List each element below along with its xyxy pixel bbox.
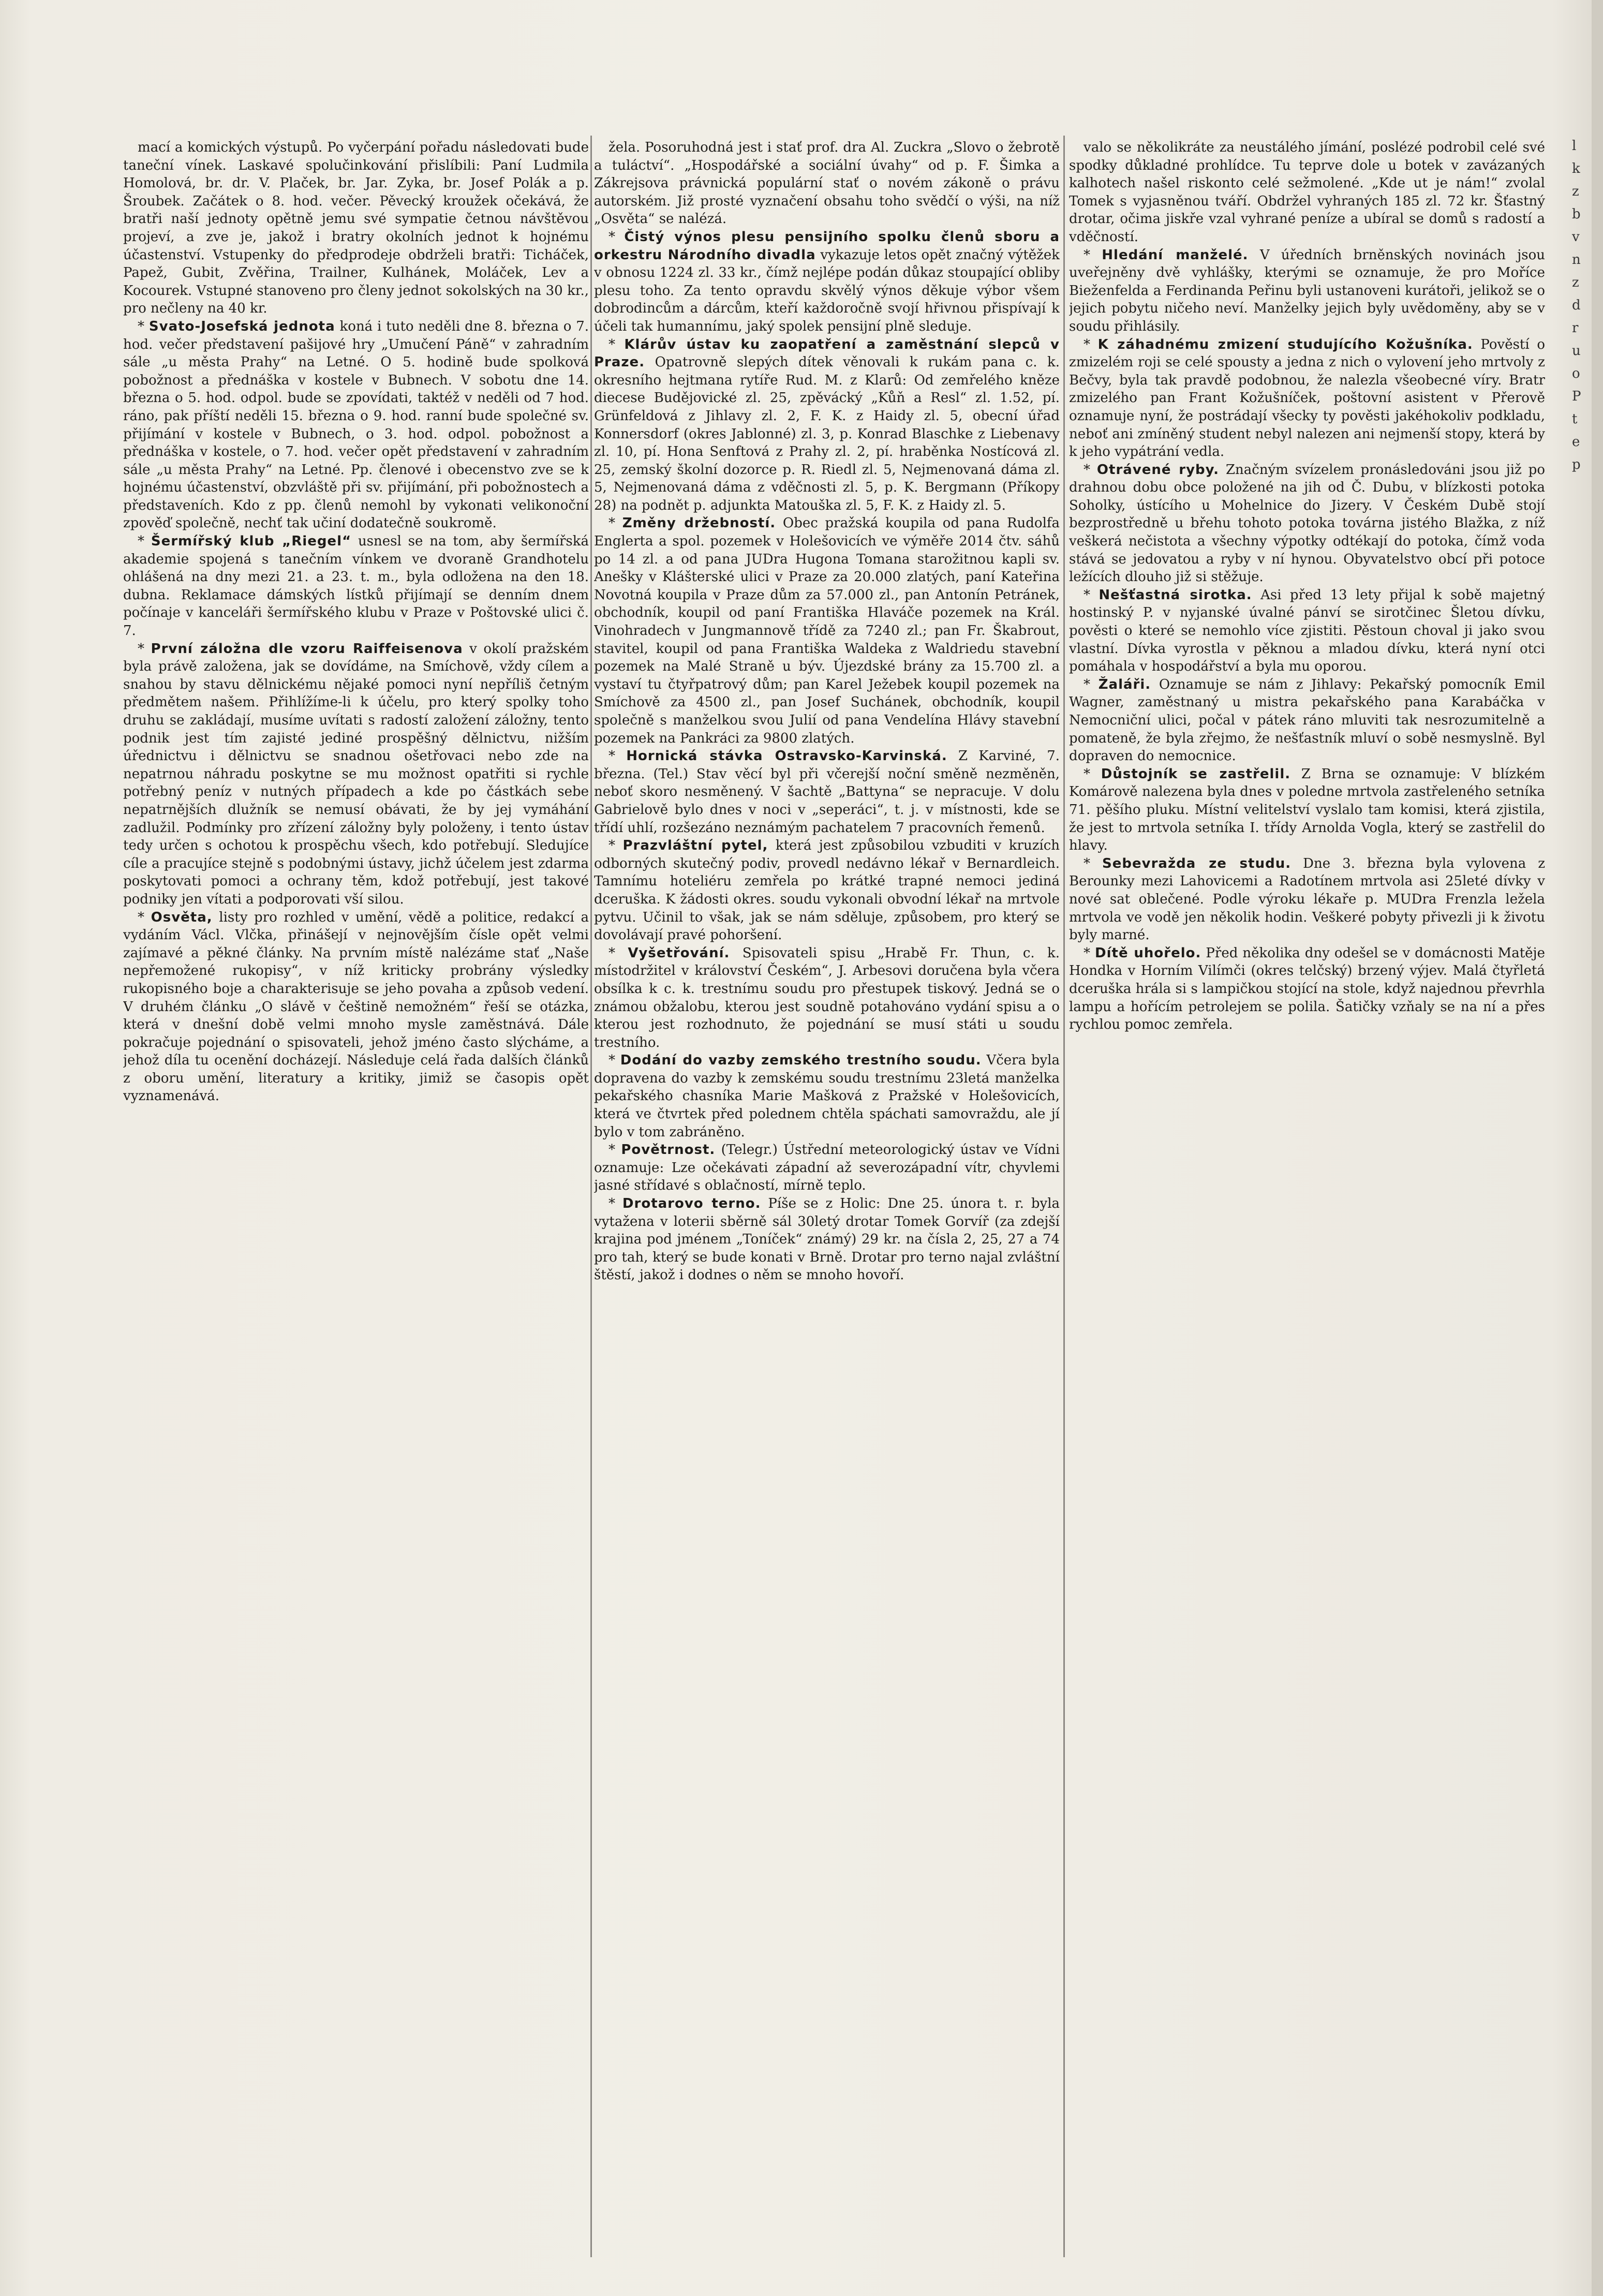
article-paragraph: * Šermířský klub „Riegel“ usnesl se na tom, aby šermířská akademie spojená s tanečním vínkem ve dvoraně Grandhotelu ohlášená na dny mezi 21. a 23. t. m., byla odložena na den 18. dubna. Reklamace dámských lístků přijímají se denním dnem počínaje v kanceláři šermířského klubu v Praze v Poštovské ulici č. 7.	[123, 534, 589, 639]
article-heading: Důstojník se zastřelil.	[1101, 766, 1291, 782]
margin-letter: P	[1572, 389, 1581, 404]
margin-cut-letters	[1572, 135, 1587, 476]
article-heading: Nešťastná sirotka.	[1099, 587, 1252, 603]
article-heading: Svato-Josefská jednota	[149, 318, 335, 334]
article-text: Asi před 13 lety přijal k sobě majetný hostinský P. v nyjanské úvalné pánví se sirotčinec Šletou dívku, pověsti o které se nemohlo více zjistiti. Pěstoun choval ji jako svou vlastní. Dívka vyrostla v pěknou a mladou dívku, která nyní otci pomáhala v hospodářství a byla mu oporou.	[1069, 587, 1545, 675]
article-heading: Drotarovo terno.	[622, 1196, 761, 1212]
article-text: Spisovateli spisu „Hrabě Fr. Thun, c. k. místodržitel v království Českém“, J. Arbesovi doručena byla včera obsílka k c. k. trestnímu soudu pro přestupek tiskový. Jedná se o známou obžalobu, kterou jest soudně potahováno vydání spisu a o kterou jest rozhodnuto, že pojednání se musí státi u soudu trestního.	[594, 945, 1060, 1050]
article-text: Značným svízelem pronásledováni jsou již po drahnou dobu obce položené na jih od Č. Dubu, v blízkosti potoka Soholky, ústícího u Mohelnice do Jizery. V Českém Dubě stojí bezprostředně u břehu tohoto potoka továrna jistého Blažka, z níž veškerá nečistota a všechny výpotky odtékají do potoka, čímž voda stává se jedovatou a ryby v ní hynou. Obyvatelstvo obcí při potoce ležících dlouho již si stěžuje.	[1069, 462, 1545, 585]
article-text: mací a komických výstupů. Po vyčerpání pořadu následovati bude taneční vínek. Laskavé spolučinkování přislíbili: Paní Ludmila Homolová, br. dr. V. Plaček, br. Jar. Zyka, br. Josef Polák a p. Šroubek. Začátek o 8. hod. večer. Pěvecký kroužek očekává, že bratři naší jednoty opětně jemu své sympatie četnou návštěvou projeví, a zve je, jakož i bratry okolních jednot k hojnému účastenství. Vstupenky do předprodeje obdrželi bratři: Ticháček, Papež, Gubit, Zvěřina, Trailner, Kulhánek, Moláček, Lev a Kocourek. Vstupné stanoveno pro členy jednot sokolských na 30 kr., pro nečleny na 40 kr.	[123, 140, 589, 317]
article-paragraph: * Čistý výnos plesu pensijního spolku členů sboru a orkestru Národního divadla vykazuje letos opět značný výtěžek v obnosu 1224 zl. 33 kr., čímž nejlépe podán důkaz stoupající obliby plesu toho. Za tento opravdu skvělý výnos děkuje výbor všem dobrodincům a dárcům, kteří každoročně svojí hřivnou přispívají k účeli tak humannímu, jaký spolek pensijní plně sleduje.	[594, 229, 1060, 334]
article-paragraph: * Prazvláštní pytel, která jest způsobilou vzbuditi v kruzích odborných skutečný podiv, provedl nedávno lékař v Bernardleich. Tamnímu hoteliéru zemřela po krátké trapné nemoci jediná dceruška. K žádosti okres. soudu vykonali obvodní lékař na mrtvole pytvu. Učinil to však, jak se nám sděluje, způsobem, pro který se dovolávají pravé pohoršení.	[594, 838, 1060, 943]
article-heading: Hornická stávka Ostravsko-Karvinská.	[626, 748, 947, 764]
article-paragraph: * Dodání do vazby zemského trestního soudu. Včera byla dopravena do vazby k zemskému soudu trestnímu 23letá manželka pekařského chasníka Marie Mašková z Pražské v Holešovicích, která ve čtvrtek před polednem chtěla spáchati samovraždu, ale jí bylo v tom zabráněno.	[594, 1053, 1060, 1140]
article-heading: Čistý výnos plesu pensijního spolku členů sboru a orkestru Národního divadla	[594, 229, 1060, 263]
article-heading: Prazvláštní pytel,	[622, 838, 768, 854]
article-heading: Otrávené ryby.	[1096, 462, 1220, 478]
article-heading: Dodání do vazby zemského trestního soudu.	[620, 1053, 982, 1069]
article-paragraph: * První záložna dle vzoru Raiffeisenova v okolí pražském byla právě založena, jak se dovídáme, na Smíchově, vždy cílem a snahou by stavu dělnickému nějaké pomoci nyní nepříliš četným předmětem našem. Přihlížíme-li k účelu, pro který spolky toho druhu se zakládají, musíme uvítati s radostí založení záložny, tento podnik jest tím zajisté jediné prospěšný dělnictvu, nižším úřednictvu i dělnictvu se snadnou ošetřovaci nebo zde na nepatrnou náhradu poskytne se mu možnost opatřiti si rychle potřebný peníz v nutných případech a kde po částkách sebe nepatrnějších dlužník se nemusí obávati, že by jej vymáhání zadlužil. Podmínky pro zřízení záložny byly položeny, i tento ústav tedy určen s ochotou k prospěchu všech, kdo potřebují. Sledujíce cíle a pracujíce stejně s podobnými ústavy, jichž účelem jest zdarma poskytovati pomoci a ochrany těm, kdož potřebují, jest takové podniky jen vítati a podporovati vší silou.	[123, 641, 589, 907]
article-text: Z Karviné, 7. března. (Tel.) Stav věcí byl při včerejší noční směně nezměněn, neboť skoro nesměnený. V šachtě „Battyna“ se nepracuje. V dolu Gabrielově bylo dnes v noci v „seperáci“, t. j. v místnosti, kde se třídí uhlí, rozšezáno neznámým pachatelem 7 pracovních řemenů.	[594, 748, 1060, 836]
article-text: Z Brna se oznamuje: V blízkém Komárově nalezena byla dnes v poledne mrtvola zastřeleného setníka 71. pěšího pluku. Místní velitelství vyslalo tam komisi, která zjistila, že jest to mrtvola setníka I. třídy Arnolda Vogla, který se zastřelil do hlavy.	[1069, 766, 1545, 854]
article-paragraph: * Nešťastná sirotka. Asi před 13 lety přijal k sobě majetný hostinský P. v nyjanské úvalné pánví se sirotčinec Šletou dívku, pověsti o které se nemohlo více zjistiti. Pěstoun choval ji jako svou vlastní. Dívka vyrostla v pěknou a mladou dívku, která nyní otci pomáhala v hospodářství a byla mu oporou.	[1069, 587, 1545, 675]
article-text: žela. Posoruhodná jest i stať prof. dra Al. Zuckra „Slovo o žebrotě a tuláctví“. „Hospodářské a sociální úvahy“ od p. F. Šimka a Zákrejsova právnická populární stať o novém zákoně o právu autorském. Již prosté vyznačení obsahu toho svědčí o výši, na níž „Osvěta“ se nalézá.	[594, 140, 1060, 227]
article-paragraph: * Drotarovo terno. Píše se z Holic: Dne 25. února t. r. byla vytažena v loterii sběrně sál 30letý drotar Tomek Gorvíř (za zdejší krajina pod jménem „Toníček“ známý) 29 kr. na čísla 2, 25, 27 a 74 pro tah, který se bude konati v Brně. Drotar pro terno najal zvláštní štěstí, jakož i dodnes o něm se mnoho hovoří.	[594, 1196, 1060, 1283]
article-heading: Změny držebností.	[622, 515, 776, 531]
margin-letter: e	[1572, 434, 1580, 450]
article-heading: Osvěta,	[151, 909, 213, 925]
article-paragraph: * Otrávené ryby. Značným svízelem pronásledováni jsou již po drahnou dobu obce položené na jih od Č. Dubu, v blízkosti potoka Soholky, ústícího u Mohelnice do Jizery. V Českém Dubě stojí bezprostředně u břehu tohoto potoka továrna jistého Blažka, z níž veškerá nečistota a všechny výpotky odtékají do potoka, čímž voda stává se jedovatou a ryby v ní hynou. Obyvatelstvo obcí při potoce ležících dlouho již si stěžuje.	[1069, 462, 1545, 585]
article-paragraph: * Povětrnost. (Telegr.) Ústřední meteorologický ústav ve Vídni oznamuje: Lze očekávati západní až severozápadní vítr, chyvlemi jasné střídavé s oblačností, mírně teplo.	[594, 1142, 1060, 1194]
article-text: Včera byla dopravena do vazby k zemskému soudu trestnímu 23letá manželka pekařského chasníka Marie Mašková z Pražské v Holešovicích, která ve čtvrtek před polednem chtěla spáchati samovraždu, ale jí bylo v tom zabráněno.	[594, 1053, 1060, 1140]
article-paragraph	[1069, 139, 1545, 246]
article-heading: Žaláři.	[1098, 676, 1151, 692]
margin-letter: r	[1572, 320, 1579, 336]
article-paragraph: * Změny držebností. Obec pražská koupila od pana Rudolfa Englerta a spol. pozemek v Holešovicích ve výměře 2014 čtv. sáhů po 14 zl. a od pana JUDra Hugona Tomana starožitnou kapli sv. Anešky v Klášterské ulici v Praze za 20.000 zlatých, paní Kateřina Novotná koupila v Praze dům za 57.000 zl., pan Antonín Petránek, obchodník, koupil od paní Františka Hlaváče pozemek na Král. Vinohradech v Jungmannově třídě za 7240 zl.; pan Fr. Škabrout, stavitel, koupil od pana Františka Waldeka z Waldriedu stavební pozemek na Malé Straně u býv. Újezdské brány za 15.700 zl. a vystaví tu čtyřpatrový dům; pan Karel Ježebek koupil pozemek na Smíchově za 4500 zl., pan Josef Suchánek, obchodník, koupil společně s manželkou svou Julií od pana Vendelína Hlávy stavební pozemek na Pankráci za 9800 zlatých.	[594, 515, 1060, 746]
margin-letter: d	[1572, 298, 1581, 313]
article-paragraph	[594, 139, 1060, 228]
text-column-1	[123, 139, 589, 2276]
column-rule	[590, 136, 592, 2257]
margin-letter: p	[1572, 457, 1581, 472]
margin-letter: z	[1572, 275, 1579, 290]
article-text: která jest způsobilou vzbuditi v kruzích odborných skutečný podiv, provedl nedávno lékař v Bernardleich. Tamnímu hoteliéru zemřela po krátké trapné nemoci jediná dceruška. K žádosti okres. soudu vykonali obvodní lékař na mrtvole pytvu. Učinil to však, jak se nám sděluje, způsobem, pro který se dovolávají pravé pohoršení.	[594, 838, 1060, 943]
article-paragraph: * Klárův ústav ku zaopatření a zaměstnání slepců v Praze. Opatrovně slepých dítek věnovali k rukám pana c. k. okresního hejtmana rytíře Rud. M. z Klarů: Od zemřelého kněze diecese Budějovické zl. 25, zpěvácký „Kůň a Resl“ zl. 1.52, pí. Grünfeldová z Jihlavy zl. 2, F. K. z Haidy zl. 5, obecní úřad Konnersdorf (okres Jablonné) zl. 3, p. Konrad Blaschke z Liebenavy zl. 10, pí. Hona Senftová z Prahy zl. 2, pí. hraběnka Nostícová zl. 25, zemský školní dozorce p. R. Riedl zl. 5, Nejmenovaná dáma zl. 5, Nejmenovaná dáma z vděčnosti zl. 5, p. K. Bergmann (Příkopy 28) na podnět p. adjunkta Matouška zl. 5, F. K. z Haidy zl. 5.	[594, 336, 1060, 513]
margin-letter: k	[1572, 161, 1580, 176]
article-heading: Sebevražda ze studu.	[1102, 855, 1292, 871]
article-text: Oznamuje se nám z Jihlavy: Pekařský pomocník Emil Wagner, zaměstnaný u mistra pekařského pana Karabáčka v Nemocniční ulici, počal v pátek ráno mluviti tak nesrozumitelně a pomateně, že byla zřejmo, že nešťastník mluví o sobě nesmyslně. Byl dopraven do nemocnice.	[1069, 676, 1545, 764]
article-text: (Telegr.) Ústřední meteorologický ústav ve Vídni oznamuje: Lze očekávati západní až severozápadní vítr, chyvlemi jasné střídavé s oblačností, mírně teplo.	[594, 1142, 1060, 1194]
article-text: Píše se z Holic: Dne 25. února t. r. byla vytažena v loterii sběrně sál 30letý drotar Tomek Gorvíř (za zdejší krajina pod jménem „Toníček“ známý) 29 kr. na čísla 2, 25, 27 a 74 pro tah, který se bude konati v Brně. Drotar pro terno najal zvláštní štěstí, jakož i dodnes o něm se mnoho hovoří.	[594, 1196, 1060, 1283]
article-paragraph: * Svato-Josefská jednota koná i tuto neděli dne 8. března o 7. hod. večer představení pašijové hry „Umučení Páně“ v zahradním sále „u města Prahy“ na Letné. O 5. hodině bude spolková pobožnost a přednáška v kostele v Bubnech. V sobotu dne 14. března o 5. hod. odpol. bude se zpovídati, taktéž v neděli od 7 hod. ráno, pak příští neděli 15. března o 9. hod. ranní bude společné sv. přijímání v kostele v Bubnech, o 3. hod. odpol. pobožnost a přednáška v kostele, o 7. hod. večer opět představení v zahradním sále „u města Prahy“ na Letné. Pp. členové i obecenstvo zve se k hojnému účastenství, obzvláště při sv. přijímání, při pobožnostech a představeních. Kdo z pp. členů nemohl by vykonati velikonoční zpověď společně, nechť tak učiní dodatečně soukromě.	[123, 318, 589, 531]
article-text: listy pro rozhled v umění, vědě a politice, redakcí a vydáním Václ. Vlčka, přinášejí v nejnovějším čísle opět velmi zajímavé a pěkné články. Na prvním místě nalézáme stať „Naše nepřemožené rukopisy“, v níž kriticky probrány výsledky rukopisného boje a charakterisuje se jeho povaha a způsob vedení. V druhém článku „O slávě v češtině nemožném“ řeší se otázka, která v dnešní době velmi mnoho mysle zaměstnává. Dále pokračuje pojednání o spisovateli, jehož jméno často slýcháme, a jehož díla tu ocenění docházejí. Následuje celá řada dalších článků z oboru umění, literatury a kritiky, jimiž se časopis opět vyznamenává.	[123, 909, 589, 1104]
article-heading: Hledání manželé.	[1102, 247, 1249, 263]
article-text: Opatrovně slepých dítek věnovali k rukám pana c. k. okresního hejtmana rytíře Rud. M. z Klarů: Od zemřelého kněze diecese Budějovické zl. 25, zpěvácký „Kůň a Resl“ zl. 1.52, pí. Grünfeldová z Jihlavy zl. 2, F. K. z Haidy zl. 5, obecní úřad Konnersdorf (okres Jablonné) zl. 3, p. Konrad Blaschke z Liebenavy zl. 10, pí. Hona Senftová z Prahy zl. 2, pí. hraběnka Nostícová zl. 25, zemský školní dozorce p. R. Riedl zl. 5, Nejmenovaná dáma zl. 5, Nejmenovaná dáma z vděčnosti zl. 5, p. K. Bergmann (Příkopy 28) na podnět p. adjunkta Matouška zl. 5, F. K. z Haidy zl. 5.	[594, 354, 1060, 513]
margin-letter: t	[1572, 411, 1578, 427]
article-paragraph: * Důstojník se zastřelil. Z Brna se oznamuje: V blízkém Komárově nalezena byla dnes v poledne mrtvola zastřeleného setníka 71. pěšího pluku. Místní velitelství vyslalo tam komisi, která zjistila, že jest to mrtvola setníka I. třídy Arnolda Vogla, který se zastřelil do hlavy.	[1069, 766, 1545, 854]
article-text: valo se několikráte za neustálého jímání, poslézé podrobil celé své spodky důkladné prohlídce. Tu teprve dole u botek v zavázaných kalhotech našel riskonto celé sežmolené. „Kde ut je nám!“ zvolal Tomek s vyjasněnou tváří. Obdržel vyhraných 185 zl. 72 kr. Šťastný drotar, očima jiskře vzal vyhrané peníze a ubíral se domů s radostí a vděčností.	[1069, 140, 1545, 245]
article-paragraph: * Vyšetřování. Spisovateli spisu „Hrabě Fr. Thun, c. k. místodržitel v království Českém“, J. Arbesovi doručena byla včera obsílka k c. k. trestnímu soudu pro přestupek tiskový. Jedná se o známou obžalobu, kterou jest soudně potahováno vydání spisu a o kterou jest rozhodnuto, že pojednání se musí státi u soudu trestního.	[594, 945, 1060, 1050]
margin-letter: n	[1572, 252, 1581, 268]
margin-letter: u	[1572, 343, 1581, 359]
article-text: Pověstí o zmizelém roji se celé spousty a jedna z nich o vylovení jeho mrtvoly z Bečvy, byla tak pravdě podobnou, že nalezla všeobecné víry. Bratr zmizelého pan Frant Kožušníček, poštovní asistent v Přerově oznamuje nyní, že postrádají všecky ty pověsti jakéhokoliv podkladu, neboť ani zmíněný student nebyl nalezen ani nejmenší stopy, která by k jeho vypátrání vedla.	[1069, 336, 1545, 460]
article-heading: K záhadnému zmizení studujícího Kožušníka.	[1097, 336, 1473, 352]
article-paragraph: * Osvěta, listy pro rozhled v umění, vědě a politice, redakcí a vydáním Václ. Vlčka, přinášejí v nejnovějším čísle opět velmi zajímavé a pěkné články. Na prvním místě nalézáme stať „Naše nepřemožené rukopisy“, v níž kriticky probrány výsledky rukopisného boje a charakterisuje se jeho povaha a způsob vedení. V druhém článku „O slávě v češtině nemožném“ řeší se otázka, která v dnešní době velmi mnoho mysle zaměstnává. Dále pokračuje pojednání o spisovateli, jehož jméno často slýcháme, a jehož díla tu ocenění docházejí. Následuje celá řada dalších článků z oboru umění, literatury a kritiky, jimiž se časopis opět vyznamenává.	[123, 909, 589, 1104]
article-heading: Klárův ústav ku zaopatření a zaměstnání slepců v Praze.	[594, 336, 1060, 371]
article-heading: Vyšetřování.	[628, 945, 730, 961]
article-paragraph: * Hledání manželé. V úředních brněnských novinách jsou uveřejněny dvě vyhlášky, kterými se oznamuje, že pro Moříce Bieženfelda a Ferdinanda Peřinu byli ustanoveni kurátoři, jelikož se o jejich pobytu ničeho neví. Manželky jejich byly uvědoměny, aby se v soudu přihlásily.	[1069, 247, 1545, 334]
column-rule	[1063, 136, 1065, 2257]
article-text: koná i tuto neděli dne 8. března o 7. hod. večer představení pašijové hry „Umučení Páně“ v zahradním sále „u města Prahy“ na Letné. O 5. hodině bude spolková pobožnost a přednáška v kostele v Bubnech. V sobotu dne 14. března o 5. hod. odpol. bude se zpovídati, taktéž v neděli od 7 hod. ráno, pak příští neděli 15. března o 9. hod. ranní bude společné sv. přijímání v kostele v Bubnech, o 3. hod. odpol. pobožnost a přednáška v kostele, o 7. hod. večer opět představení v zahradním sále „u města Prahy“ na Letné. Pp. členové i obecenstvo zve se k hojnému účastenství, obzvláště při sv. přijímání, při pobožnostech a představeních. Kdo z pp. členů nemohl by vykonati velikonoční zpověď společně, nechť tak učiní dodatečně soukromě.	[123, 318, 589, 531]
article-paragraph: * Sebevražda ze studu. Dne 3. března byla vylovena z Berounky mezi Lahovicemi a Radotínem mrtvola asi 25leté dívky v nové sat oblečené. Podle výroku lékaře p. MUDra Frenzla ležela mrtvola ve vodě jen několik hodin. Veškeré pobyty přivezli ji k životu byly marné.	[1069, 855, 1545, 943]
article-text: usnesl se na tom, aby šermířská akademie spojená s tanečním vínkem ve dvoraně Grandhotelu ohlášená na dny mezi 21. a 23. t. m., byla odložena na den 18. dubna. Reklamace dámských lístků přijímají se denním dnem počínaje v kanceláři šermířského klubu v Praze v Poštovské ulici č. 7.	[123, 534, 589, 639]
margin-letter: z	[1572, 184, 1579, 199]
text-column-3	[1069, 139, 1545, 2276]
margin-letter: b	[1572, 206, 1581, 222]
article-text: vykazuje letos opět značný výtěžek v obnosu 1224 zl. 33 kr., čímž nejlépe podán důkaz stoupající obliby plesu toho. Za tento opravdu skvělý výnos děkuje výbor všem dobrodincům a dárcům, kteří každoročně svojí hřivnou přispívají k účeli tak humannímu, jaký spolek pensijní plně sleduje.	[594, 247, 1060, 334]
binding-edge	[1592, 0, 1603, 2296]
article-paragraph: * K záhadnému zmizení studujícího Kožušníka. Pověstí o zmizelém roji se celé spousty a jedna z nich o vylovení jeho mrtvoly z Bečvy, byla tak pravdě podobnou, že nalezla všeobecné víry. Bratr zmizelého pan Frant Kožušníček, poštovní asistent v Přerově oznamuje nyní, že postrádají všecky ty pověsti jakéhokoliv podkladu, neboť ani zmíněný student nebyl nalezen ani nejmenší stopy, která by k jeho vypátrání vedla.	[1069, 336, 1545, 460]
article-text: V úředních brněnských novinách jsou uveřejněny dvě vyhlášky, kterými se oznamuje, že pro Moříce Bieženfelda a Ferdinanda Peřinu byli ustanoveni kurátoři, jelikož se o jejich pobytu ničeho neví. Manželky jejich byly uvědoměny, aby se v soudu přihlásily.	[1069, 247, 1545, 334]
margin-letter: l	[1572, 138, 1577, 154]
article-paragraph	[123, 139, 589, 318]
article-heading: První záložna dle vzoru Raiffeisenova	[151, 641, 463, 657]
article-text: Obec pražská koupila od pana Rudolfa Englerta a spol. pozemek v Holešovicích ve výměře 2014 čtv. sáhů po 14 zl. a od pana JUDra Hugona Tomana starožitnou kapli sv. Anešky v Klášterské ulici v Praze za 20.000 zlatých, paní Kateřina Novotná koupila v Praze dům za 57.000 zl., pan Antonín Petránek, obchodník, koupil od paní Františka Hlaváče pozemek na Král. Vinohradech v Jungmannově třídě za 7240 zl.; pan Fr. Škabrout, stavitel, koupil od pana Františka Waldeka z Waldriedu stavební pozemek na Malé Straně u býv. Újezdské brány za 15.700 zl. a vystaví tu čtyřpatrový dům; pan Karel Ježebek koupil pozemek na Smíchově za 4500 zl., pan Josef Suchánek, obchodník, koupil společně s manželkou svou Julií od pana Vendelína Hlávy stavební pozemek na Pankráci za 9800 zlatých.	[594, 515, 1060, 746]
margin-letter: o	[1572, 366, 1580, 381]
article-paragraph: * Hornická stávka Ostravsko-Karvinská. Z Karviné, 7. března. (Tel.) Stav věcí byl při včerejší noční směně nezměněn, neboť skoro nesměnený. V šachtě „Battyna“ se nepracuje. V dolu Gabrielově bylo dnes v noci v „seperáci“, t. j. v místnosti, kde se třídí uhlí, rozšezáno neznámým pachatelem 7 pracovních řemenů.	[594, 748, 1060, 836]
article-heading: Dítě uhořelo.	[1095, 945, 1201, 961]
article-heading: Šermířský klub „Riegel“	[151, 534, 352, 550]
article-heading: Povětrnost.	[621, 1142, 716, 1158]
article-text: Před několika dny odešel se v domácnosti Matěje Hondka v Horním Vilímči (okres telčský) brzený výjev. Malá čtyřletá dceruška hrála si s lampičkou stojící na stole, když najednou převrhla lampu a hořícím petrolejem se polila. Šatičky vzňaly se na ní a přes rychlou pomoc zemřela.	[1069, 945, 1545, 1033]
article-paragraph: * Žaláři. Oznamuje se nám z Jihlavy: Pekařský pomocník Emil Wagner, zaměstnaný u mistra pekařského pana Karabáčka v Nemocniční ulici, počal v pátek ráno mluviti tak nesrozumitelně a pomateně, že byla zřejmo, že nešťastník mluví o sobě nesmyslně. Byl dopraven do nemocnice.	[1069, 676, 1545, 764]
text-column-2	[594, 139, 1060, 2276]
article-text: v okolí pražském byla právě založena, jak se dovídáme, na Smíchově, vždy cílem a snahou by stavu dělnickému nějaké pomoci nyní nepříliš četným předmětem našem. Přihlížíme-li k účelu, pro který spolky toho druhu se zakládají, musíme uvítati s radostí založení záložny, tento podnik jest tím zajisté jediné prospěšný dělnictvu, nižším úřednictvu i dělnictvu se snadnou ošetřovaci nebo zde na nepatrnou náhradu poskytne se mu možnost opatřiti si rychle potřebný peníz v nutných případech a kde po částkách sebe nepatrnějších dlužník se nemusí obávati, že by jej vymáhání zadlužil. Podmínky pro zřízení záložny byly položeny, i tento ústav tedy určen s ochotou k prospěchu všech, kdo potřebují. Sledujíce cíle a pracujíce stejně s podobnými ústavy, jichž účelem jest zdarma poskytovati pomoci a ochrany těm, kdož potřebují, jest takové podniky jen vítati a podporovati vší silou.	[123, 641, 589, 907]
article-paragraph: * Dítě uhořelo. Před několika dny odešel se v domácnosti Matěje Hondka v Horním Vilímči (okres telčský) brzený výjev. Malá čtyřletá dceruška hrála si s lampičkou stojící na stole, když najednou převrhla lampu a hořícím petrolejem se polila. Šatičky vzňaly se na ní a přes rychlou pomoc zemřela.	[1069, 945, 1545, 1033]
article-text: Dne 3. března byla vylovena z Berounky mezi Lahovicemi a Radotínem mrtvola asi 25leté dívky v nové sat oblečené. Podle výroku lékaře p. MUDra Frenzla ležela mrtvola ve vodě jen několik hodin. Veškeré pobyty přivezli ji k životu byly marné.	[1069, 855, 1545, 943]
margin-letter: v	[1572, 229, 1580, 245]
